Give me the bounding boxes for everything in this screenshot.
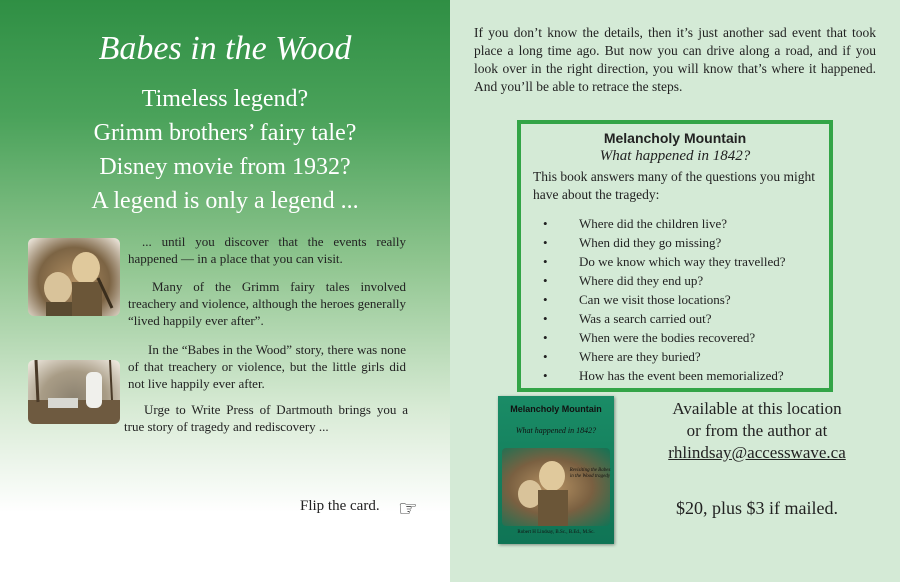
legend-line-1: Timeless legend?	[141, 86, 309, 112]
list-item: • Where did the children live?	[521, 214, 829, 233]
book-cover-title: Melancholy Mountain	[510, 404, 602, 414]
availability-line-2: or from the author at	[686, 421, 828, 440]
book-box-intro: This book answers many of the questions you might have about the tragedy:	[533, 169, 815, 202]
list-item: • Can we visit those locations?	[521, 290, 829, 309]
gravestone-image	[28, 360, 120, 424]
book-title: Melancholy Mountain	[603, 130, 747, 146]
question-list	[521, 214, 829, 385]
pointing-hand-icon: ☞	[398, 496, 418, 521]
list-item: • When did they go missing?	[521, 233, 829, 252]
story-paragraph-2: Many of the Grimm fairy tales involved treachery and violence, although the heroes generally “lived happily ever after”.	[128, 279, 406, 328]
book-cover-subtitle: What happened in 1842?	[515, 426, 597, 435]
availability-line-1: Available at this location	[672, 399, 842, 418]
legend-line-2: Grimm brothers’ fairy tale?	[93, 120, 357, 146]
flip-card-text: Flip the card.	[300, 498, 380, 514]
book-info-box	[517, 120, 833, 392]
children-portrait-image	[28, 238, 120, 316]
list-item: • Where are they buried?	[521, 347, 829, 366]
list-item: • How has the event been memorialized?	[521, 366, 829, 385]
legend-line-3: Disney movie from 1932?	[99, 154, 351, 180]
author-email-link[interactable]: rhlindsay@accesswave.ca	[668, 443, 846, 462]
list-item: • Was a search carried out?	[521, 309, 829, 328]
book-cover-photo	[502, 448, 610, 526]
book-cover-blurb: Revisiting the Babes in the Wood tragedy	[569, 468, 611, 479]
story-paragraph-1: ... until you discover that the events really happened — in a place that you can visit.	[128, 234, 406, 266]
list-item: • Do we know which way they travelled?	[521, 252, 829, 271]
book-subtitle: What happened in 1842?	[599, 148, 751, 164]
story-paragraph-4: Urge to Write Press of Dartmouth brings you a true story of tragedy and rediscovery ...	[124, 402, 408, 434]
story-paragraph-3: In the “Babes in the Wood” story, there was none of that treachery or violence, but the little girls did not live happily ever after.	[128, 342, 406, 391]
list-item: • Where did they end up?	[521, 271, 829, 290]
book-cover-image	[498, 396, 614, 544]
legend-line-4: A legend is only a legend ...	[91, 188, 359, 214]
book-cover-author: Robert H Lindsay, B.Sc., B.Ed., M.Sc.	[517, 530, 595, 535]
intro-paragraph: If you don’t know the details, then it’s just another sad event that took place a long time ago. But now you can drive along a road, and if you look over in the right direction, you will know that’s where it happened. And you’ll be able to retrace the steps.	[474, 25, 876, 94]
card-title: Babes in the Wood	[98, 30, 352, 67]
price-text: $20, plus $3 if mailed.	[676, 498, 838, 518]
list-item: • When were the bodies recovered?	[521, 328, 829, 347]
